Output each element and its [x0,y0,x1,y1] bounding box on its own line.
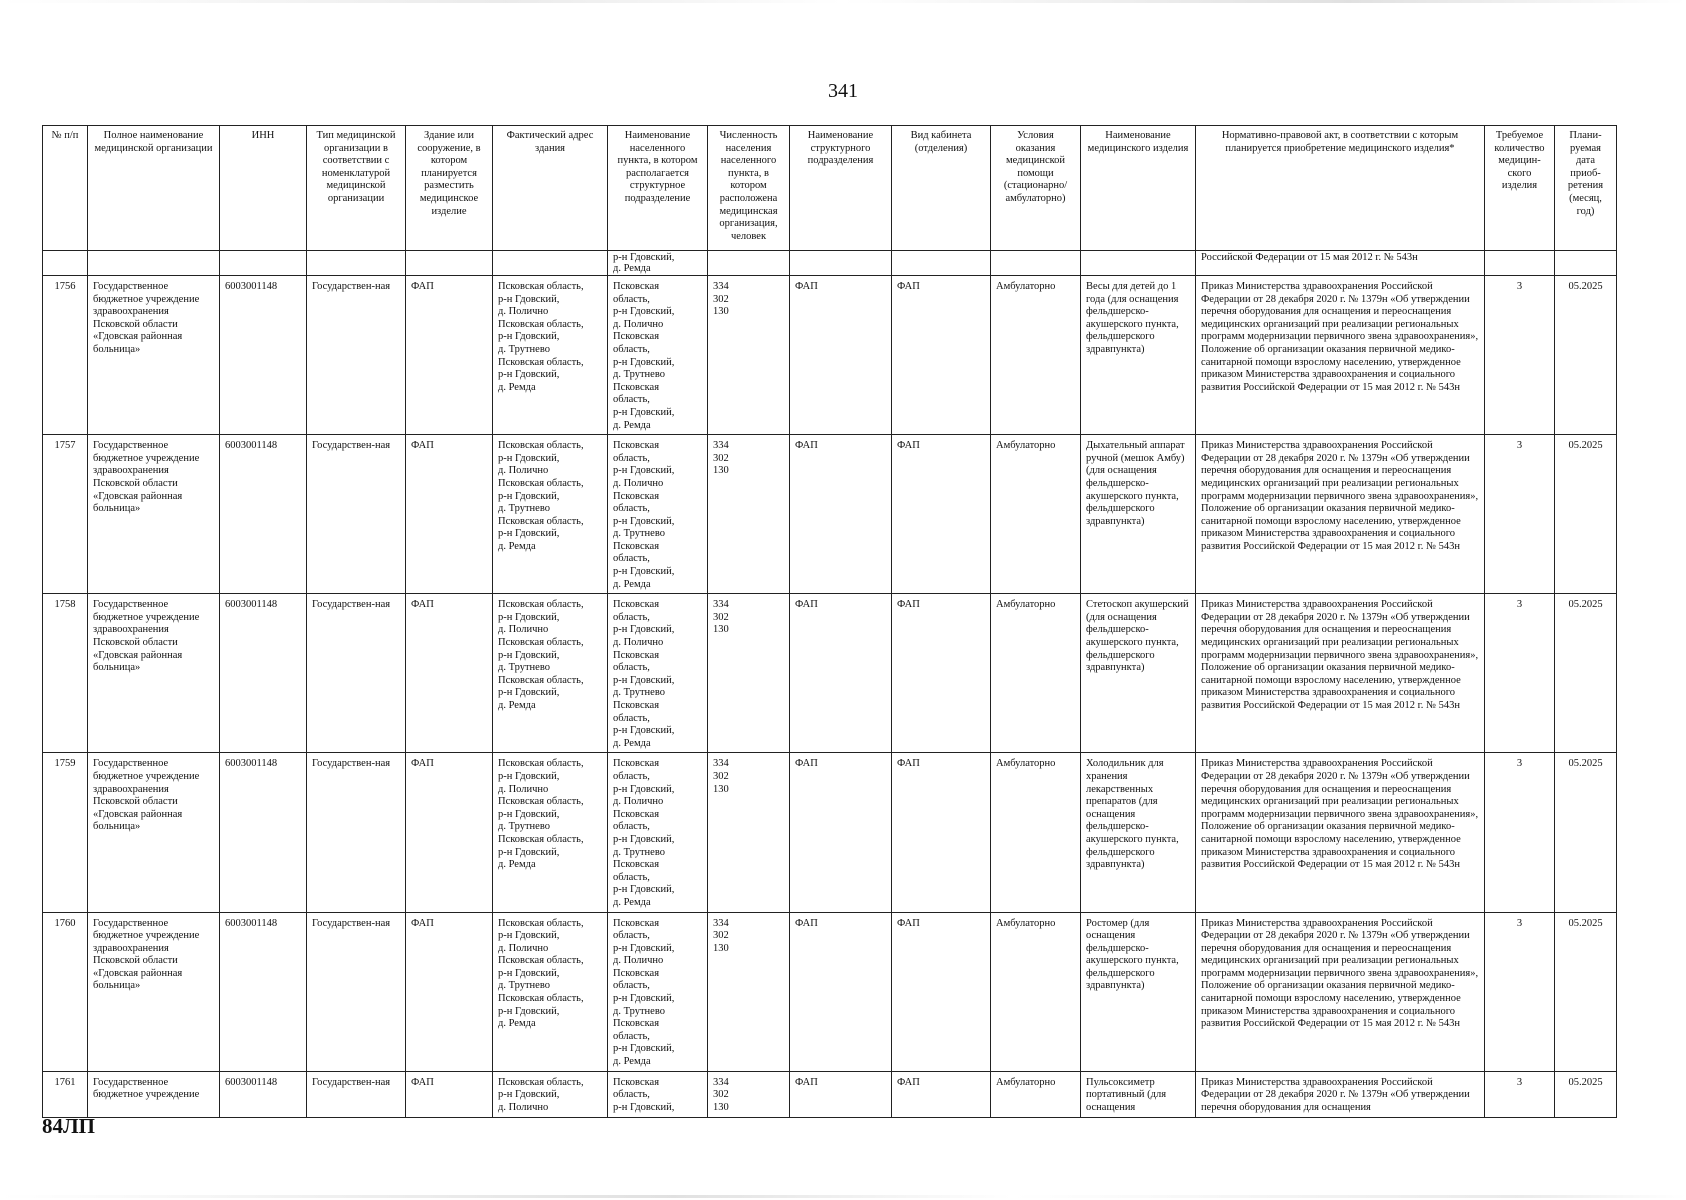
cell-locality: Псковская область, р-н Гдовский, д. Полично Псковская область, р-н Гдовский, д. Трутнево Псковская область, р-н Гдовский, д. Ремда [608,912,708,1071]
cell-unit: ФАП [790,594,892,753]
cell-date: 05.2025 [1555,1071,1617,1117]
cell-address: Псковская область, р-н Гдовский, д. Полично Псковская область, р-н Гдовский, д. Трутнево Псковская область, р-н Гдовский, д. Ремда [493,435,608,594]
table-cell [892,251,991,276]
cell-type: Государствен-ная [307,594,406,753]
cell-address: Псковская область, р-н Гдовский, д. Полично [493,1071,608,1117]
cell-act: Приказ Министерства здравоохранения Российской Федерации от 28 декабря 2020 г. № 1379н «Об утверждении перечня оборудования для оснащения и переоснащения медицинских организаций при реализации региональных программ модернизации первичного звена здравоохранения», Положение об организации оказания первичной медико-санитарной помощи взрослому населению, утвержденное приказом Министерства здравоохранения и социального развития Российской Федерации от 15 мая 2012 г. № 543н [1196,753,1485,912]
cell-population: 334 302 130 [708,753,790,912]
col-header-num: № п/п [43,126,88,251]
cell-type: Государствен-ная [307,1071,406,1117]
cell-inn: 6003001148 [220,912,307,1071]
cell-device: Холодильник для хранения лекарственных препаратов (для оснащения фельдшерско-акушерского пункта, фельдшерского здравпункта) [1081,753,1196,912]
cell-inn: 6003001148 [220,435,307,594]
cell-unit: ФАП [790,276,892,435]
cell-act: Приказ Министерства здравоохранения Российской Федерации от 28 декабря 2020 г. № 1379н «Об утверждении перечня оборудования для оснащения и переоснащения медицинских организаций при реализации региональных программ модернизации первичного звена здравоохранения», Положение об организации оказания первичной медико-санитарной помощи взрослому населению, утвержденное приказом Министерства здравоохранения и социального развития Российской Федерации от 15 мая 2012 г. № 543н [1196,594,1485,753]
cell-num: 1758 [43,594,88,753]
cell-locality: Псковская область, р-н Гдовский, д. Полично Псковская область, р-н Гдовский, д. Трутнево Псковская область, р-н Гдовский, д. Ремда [608,435,708,594]
footer-code: 84ЛП [42,1114,95,1138]
cell-inn: 6003001148 [220,594,307,753]
table-body [43,251,1617,1118]
cell-type: Государствен-ная [307,753,406,912]
table-cell [1555,251,1617,276]
cell-building: ФАП [406,1071,493,1117]
cell-device: Дыхательный аппарат ручной (мешок Амбу) (для оснащения фельдшерско-акушерского пункта, фельдшерского здравпункта) [1081,435,1196,594]
cell-qty: 3 [1485,435,1555,594]
cell-qty: 3 [1485,594,1555,753]
col-header-address: Фактический адрес здания [493,126,608,251]
cell-date: 05.2025 [1555,594,1617,753]
cell-locality: р-н Гдовский, д. Ремда [608,251,708,276]
cell-org: Государственное бюджетное учреждение здравоохранения Псковской области «Гдовская районная больница» [88,435,220,594]
cell-inn: 6003001148 [220,753,307,912]
col-header-org: Полное наименование медицинской организации [88,126,220,251]
cell-num: 1761 [43,1071,88,1117]
cell-conditions: Амбулаторно [991,276,1081,435]
cell-num: 1760 [43,912,88,1071]
cell-type: Государствен-ная [307,276,406,435]
table-cell [1081,251,1196,276]
table-cell [1485,251,1555,276]
cell-building: ФАП [406,753,493,912]
cell-device: Весы для детей до 1 года (для оснащения фельдшерско-акушерского пункта, фельдшерского здравпункта) [1081,276,1196,435]
cell-conditions: Амбулаторно [991,753,1081,912]
col-header-device: Наименование медицинского изделия [1081,126,1196,251]
col-header-locality: Наименование населенного пункта, в котором располагается структурное подразделение [608,126,708,251]
table-row [43,912,1617,1071]
col-header-qty: Требуемое количество медицин-ского изделия [1485,126,1555,251]
cell-population: 334 302 130 [708,435,790,594]
cell-population: 334 302 130 [708,594,790,753]
cell-unit: ФАП [790,1071,892,1117]
cell-org: Государственное бюджетное учреждение здравоохранения Псковской области «Гдовская районная больница» [88,276,220,435]
cell-org: Государственное бюджетное учреждение здравоохранения Псковской области «Гдовская районная больница» [88,912,220,1071]
cell-address: Псковская область, р-н Гдовский, д. Полично Псковская область, р-н Гдовский, д. Трутнево Псковская область, р-н Гдовский, д. Ремда [493,912,608,1071]
cell-inn: 6003001148 [220,1071,307,1117]
col-header-date: Плани-руемая дата приоб-ретения (месяц, год) [1555,126,1617,251]
table-row [43,594,1617,753]
table-cell [493,251,608,276]
cell-num: 1757 [43,435,88,594]
cell-population: 334 302 130 [708,912,790,1071]
col-header-inn: ИНН [220,126,307,251]
cell-act: Российской Федерации от 15 мая 2012 г. № 543н [1196,251,1485,276]
cell-address: Псковская область, р-н Гдовский, д. Полично Псковская область, р-н Гдовский, д. Трутнево Псковская область, р-н Гдовский, д. Ремда [493,276,608,435]
table-cell [307,251,406,276]
cell-type: Государствен-ная [307,912,406,1071]
cell-date: 05.2025 [1555,912,1617,1071]
cell-num: 1759 [43,753,88,912]
cell-qty: 3 [1485,753,1555,912]
cell-conditions: Амбулаторно [991,435,1081,594]
table-row [43,276,1617,435]
table-cell [991,251,1081,276]
table-cell [708,251,790,276]
col-header-act: Нормативно-правовой акт, в соответствии с которым планируется приобретение медицинского изделия* [1196,126,1485,251]
col-header-population: Численность населения населенного пункта, в котором расположена медицинская организация, человек [708,126,790,251]
table-row [43,435,1617,594]
equipment-table [42,125,1617,1118]
cell-device: Стетоскоп акушерский (для оснащения фельдшерско-акушерского пункта, фельдшерского здравпункта) [1081,594,1196,753]
table-cell [88,251,220,276]
cell-locality: Псковская область, р-н Гдовский, д. Полично Псковская область, р-н Гдовский, д. Трутнево Псковская область, р-н Гдовский, д. Ремда [608,276,708,435]
table-cell [220,251,307,276]
col-header-building: Здание или сооружение, в котором планируется разместить медицинское изделие [406,126,493,251]
cell-org: Государственное бюджетное учреждение здравоохранения Псковской области «Гдовская районная больница» [88,594,220,753]
page-number: 341 [828,80,858,102]
cell-conditions: Амбулаторно [991,1071,1081,1117]
cell-building: ФАП [406,435,493,594]
table-cell [43,251,88,276]
cell-cabinet: ФАП [892,753,991,912]
cell-device: Ростомер (для оснащения фельдшерско-акушерского пункта, фельдшерского здравпункта) [1081,912,1196,1071]
cell-building: ФАП [406,594,493,753]
cell-date: 05.2025 [1555,276,1617,435]
cell-inn: 6003001148 [220,276,307,435]
cell-building: ФАП [406,276,493,435]
cell-population: 334 302 130 [708,1071,790,1117]
col-header-unit: Наименование структурного подразделения [790,126,892,251]
cell-date: 05.2025 [1555,435,1617,594]
table-header [43,126,1617,251]
col-header-type: Тип медицинской организации в соответствии с номенклатурой медицинской организации [307,126,406,251]
cell-locality: Псковская область, р-н Гдовский, д. Полично Псковская область, р-н Гдовский, д. Трутнево Псковская область, р-н Гдовский, д. Ремда [608,594,708,753]
col-header-conditions: Условия оказания медицинской помощи (стационарно/ амбулаторно) [991,126,1081,251]
cell-unit: ФАП [790,435,892,594]
continuation-row [43,251,1617,276]
cell-locality: Псковская область, р-н Гдовский, [608,1071,708,1117]
cell-population: 334 302 130 [708,276,790,435]
cell-unit: ФАП [790,753,892,912]
cell-qty: 3 [1485,912,1555,1071]
table-row [43,753,1617,912]
table-cell [406,251,493,276]
cell-cabinet: ФАП [892,594,991,753]
cell-address: Псковская область, р-н Гдовский, д. Полично Псковская область, р-н Гдовский, д. Трутнево Псковская область, р-н Гдовский, д. Ремда [493,594,608,753]
table-cell [790,251,892,276]
cell-num: 1756 [43,276,88,435]
cell-act: Приказ Министерства здравоохранения Российской Федерации от 28 декабря 2020 г. № 1379н «Об утверждении перечня оборудования для оснащения и переоснащения медицинских организаций при реализации региональных программ модернизации первичного звена здравоохранения», Положение об организации оказания первичной медико-санитарной помощи взрослому населению, утвержденное приказом Министерства здравоохранения и социального развития Российской Федерации от 15 мая 2012 г. № 543н [1196,276,1485,435]
cell-cabinet: ФАП [892,1071,991,1117]
cell-cabinet: ФАП [892,276,991,435]
cell-locality: Псковская область, р-н Гдовский, д. Полично Псковская область, р-н Гдовский, д. Трутнево Псковская область, р-н Гдовский, д. Ремда [608,753,708,912]
cell-qty: 3 [1485,1071,1555,1117]
cell-org: Государственное бюджетное учреждение [88,1071,220,1117]
col-header-cabinet: Вид кабинета (отделения) [892,126,991,251]
cell-act: Приказ Министерства здравоохранения Российской Федерации от 28 декабря 2020 г. № 1379н «Об утверждении перечня оборудования для оснащения [1196,1071,1485,1117]
cell-type: Государствен-ная [307,435,406,594]
cell-org: Государственное бюджетное учреждение здравоохранения Псковской области «Гдовская районная больница» [88,753,220,912]
table-row-partial [43,1071,1617,1117]
cell-cabinet: ФАП [892,912,991,1071]
cell-date: 05.2025 [1555,753,1617,912]
cell-conditions: Амбулаторно [991,912,1081,1071]
scan-edge-top [0,0,1686,3]
cell-unit: ФАП [790,912,892,1071]
cell-qty: 3 [1485,276,1555,435]
cell-conditions: Амбулаторно [991,594,1081,753]
cell-act: Приказ Министерства здравоохранения Российской Федерации от 28 декабря 2020 г. № 1379н «Об утверждении перечня оборудования для оснащения и переоснащения медицинских организаций при реализации региональных программ модернизации первичного звена здравоохранения», Положение об организации оказания первичной медико-санитарной помощи взрослому населению, утвержденное приказом Министерства здравоохранения и социального развития Российской Федерации от 15 мая 2012 г. № 543н [1196,912,1485,1071]
cell-building: ФАП [406,912,493,1071]
cell-address: Псковская область, р-н Гдовский, д. Полично Псковская область, р-н Гдовский, д. Трутнево Псковская область, р-н Гдовский, д. Ремда [493,753,608,912]
cell-act: Приказ Министерства здравоохранения Российской Федерации от 28 декабря 2020 г. № 1379н «Об утверждении перечня оборудования для оснащения и переоснащения медицинских организаций при реализации региональных программ модернизации первичного звена здравоохранения», Положение об организации оказания первичной медико-санитарной помощи взрослому населению, утвержденное приказом Министерства здравоохранения и социального развития Российской Федерации от 15 мая 2012 г. № 543н [1196,435,1485,594]
scan-edge-bottom [0,1195,1686,1198]
cell-cabinet: ФАП [892,435,991,594]
cell-device: Пульсоксиметр портативный (для оснащения [1081,1071,1196,1117]
